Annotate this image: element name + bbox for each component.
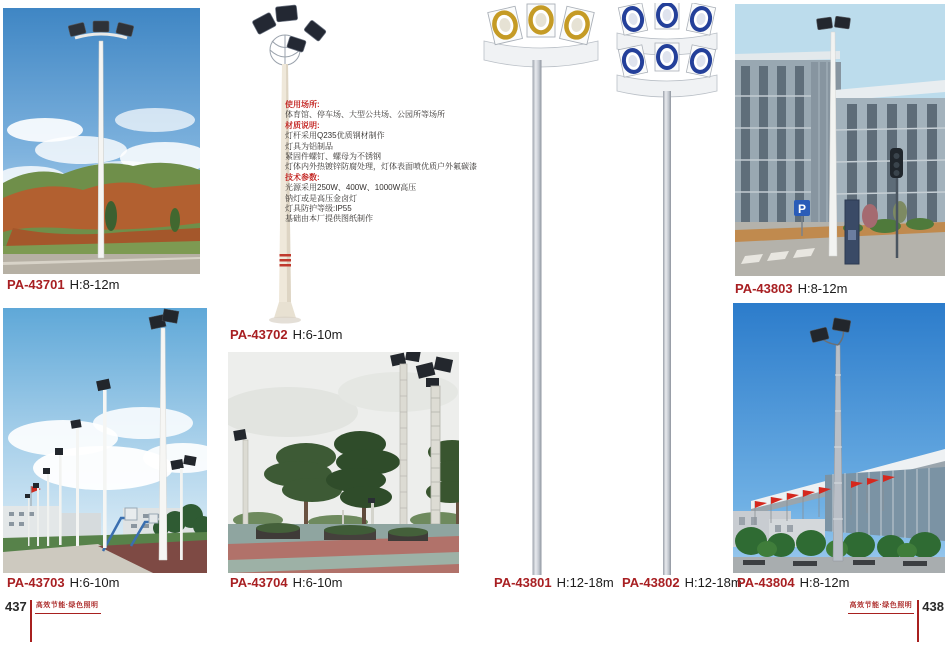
photo-pa-43704 [228, 352, 459, 573]
tech-line: 灯具防护等级:IP55 [285, 204, 352, 214]
blue-lamp-highmast [615, 3, 719, 575]
caption-pa-43703 [7, 575, 119, 590]
caption-pa-43701 [7, 277, 119, 292]
caption-pa-43801 [494, 575, 614, 590]
footer-divider-right [917, 600, 919, 642]
office-building-scene [735, 4, 945, 276]
usage-heading: 使用场所: [285, 100, 320, 109]
highmast-red-hill-scene [3, 8, 200, 274]
material-line: 灯体内外热镀锌防腐处理，灯体表面喷优质户外氟碳漆 [285, 162, 477, 172]
product-code: PA-43701 [7, 277, 65, 292]
caption-pa-43802 [622, 575, 742, 590]
product-height: H:6-10m [292, 327, 343, 342]
material-heading: 材质说明: [285, 120, 320, 130]
mast-pole [533, 60, 542, 575]
photo-pa-43803 [735, 4, 945, 276]
usage-line: 体育馆、停车场、大型公共场、公园所等场所 [285, 110, 445, 120]
tech-line: 光源采用250W、400W、1000W高压 [285, 183, 417, 193]
caption-pa-43702 [230, 327, 342, 342]
product-code: PA-43703 [7, 575, 65, 590]
blue-lamp-row-top [618, 3, 715, 35]
caption-pa-43804 [737, 575, 849, 590]
footer-left [5, 600, 101, 642]
tech-heading: 技术参数: [285, 172, 320, 182]
spec-text-block [285, 100, 490, 225]
footer-slogan-right: 高效节能·绿色照明 [848, 600, 914, 614]
photo-pa-43701 [3, 8, 200, 274]
product-height: H:12-18m [684, 575, 742, 590]
footer-slogan-left: 高效节能·绿色照明 [35, 600, 101, 614]
product-height: H:6-10m [69, 575, 120, 590]
product-height: H:8-12m [799, 575, 850, 590]
product-code: PA-43804 [737, 575, 795, 590]
gold-lamp-highmast [481, 3, 601, 575]
tech-line: 基础由本厂提供图纸制作 [285, 214, 373, 224]
photo-pa-43802 [615, 3, 719, 575]
material-line: 灯具为铝制品 [285, 141, 333, 151]
gold-lamp-row [488, 4, 594, 45]
product-height: H:8-12m [69, 277, 120, 292]
photo-pa-43804 [733, 303, 945, 573]
material-line: 灯杆采用Q235优质钢材制作 [285, 131, 385, 141]
park-plaza-scene [228, 352, 459, 573]
sports-court-pole-row [3, 308, 207, 573]
tech-line: 钠灯或是高压金卤灯 [285, 193, 357, 203]
material-line: 紧固件螺钉、螺母为不锈钢 [285, 152, 381, 162]
product-height: H:8-12m [797, 281, 848, 296]
parking-sign-letter: P [797, 202, 807, 216]
page-number-left: 437 [5, 599, 27, 614]
convention-centre-scene [733, 303, 945, 573]
product-code: PA-43803 [735, 281, 793, 296]
product-height: H:6-10m [292, 575, 343, 590]
photo-pa-43703 [3, 308, 207, 573]
mast-pole [663, 91, 671, 575]
product-height: H:12-18m [556, 575, 614, 590]
footer-right [848, 600, 944, 642]
pole-base [274, 302, 296, 318]
caption-pa-43803 [735, 281, 847, 296]
product-code: PA-43704 [230, 575, 288, 590]
blue-lamp-row-bottom [618, 43, 715, 77]
footer-divider-left [30, 600, 32, 642]
photo-pa-43801 [481, 3, 601, 575]
caption-pa-43704 [230, 575, 342, 590]
product-code: PA-43702 [230, 327, 288, 342]
page-number-right: 438 [922, 599, 944, 614]
floodlight-heads [252, 5, 327, 53]
product-code: PA-43801 [494, 575, 552, 590]
warning-stripes [280, 254, 292, 267]
product-code: PA-43802 [622, 575, 680, 590]
